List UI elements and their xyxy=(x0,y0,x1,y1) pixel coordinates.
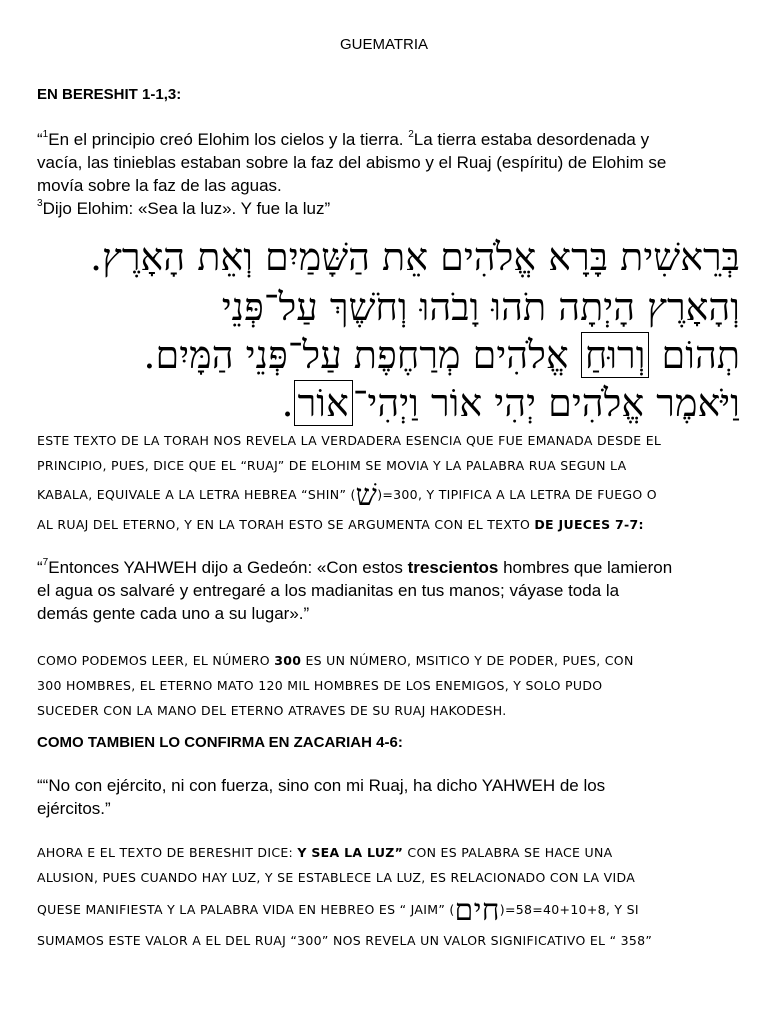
paragraph-line: ESTE TEXTO DE LA TORAH NOS REVELA LA VERDADERA ESENCIA QUE FUE EMANADA DESDE EL xyxy=(37,433,662,448)
paragraph-line-jaim xyxy=(37,890,737,928)
paragraph-line: SUMAMOS ESTE VALOR A EL DEL RUAJ “300” NOS REVELA UN VALOR SIGNIFICATIVO EL “ 358” xyxy=(37,933,653,948)
hebrew-text-line-4-start: וַיֹּאמֶר אֱלֹהִים יְהִי אוֹר וַיְהִי־ xyxy=(352,381,740,425)
jaim-text-end: )=40+10+8=58, Y SI xyxy=(499,902,639,917)
jaim-text-start: QUESE MANIFIESTA Y LA PALABRA VIDA EN HEBREO ES “ JAIM” ( xyxy=(37,902,455,917)
jueces-quote xyxy=(37,556,737,625)
text-start: COMO PODEMOS LEER, EL NÚMERO xyxy=(37,653,275,668)
torah-explanation-paragraph xyxy=(37,428,737,537)
bereshit-quote xyxy=(37,128,737,220)
hebrew-text-line-2: וְהָאָרֶץ הָיְתָה תֹהוּ וָבֹהוּ וְחֹשֶׁךְ עַל־פְּנֵי xyxy=(221,285,740,329)
jueces-quote-line-3: demás gente cada uno a su lugar».” xyxy=(37,604,310,623)
text-end: CON ES PALABRA SE HACE UNA xyxy=(403,845,613,860)
bereshit-quote-line-1 xyxy=(37,128,737,151)
paragraph-line xyxy=(37,840,737,865)
hebrew-text-line-3 xyxy=(30,330,740,380)
text-end: ES UN NÚMERO, MSITICO Y DE PODER, PUES, CON xyxy=(301,653,634,668)
bereshit-quote-line-2: vacía, las tinieblas estaban sobre la faz del abismo y el Ruaj (espíritu) de Elohim se xyxy=(37,153,667,172)
hebrew-boxed-or: אוֹר xyxy=(294,380,353,426)
section-heading-zacariah: COMO TAMBIEN LO CONFIRMA EN ZACARIAH 4-6: xyxy=(37,734,403,751)
hebrew-text-line-3-rest: אֱלֹהִים מְרַחֶפֶת עַל־פְּנֵי הַמָּיִם. xyxy=(143,333,569,377)
paragraph-line: 300 HOMBRES, EL ETERNO MATO 120 MIL HOMBRES DE LOS ENEMIGOS, Y SOLO PUDO xyxy=(37,678,603,693)
jueces-quote-line-2: el agua os salvaré y entregaré a los madianitas en tus manos; váyase toda la xyxy=(37,581,620,600)
verse-number-3: 3 xyxy=(37,198,43,210)
jueces-text-b: hombres que lamieron xyxy=(498,558,673,577)
paragraph-line: PRINCIPIO, PUES, DICE QUE EL “RUAJ” DE ELOHIM SE MOVIA Y LA PALABRA RUA SEGUN LA xyxy=(37,458,627,473)
jueces-quote-line-1 xyxy=(37,556,737,579)
verse-number-1: 1 xyxy=(42,129,49,141)
paragraph-line-jueces xyxy=(37,512,737,537)
document-title: GUEMATRIA xyxy=(339,36,429,53)
verse-text-1: En el principio creó Elohim los cielos y la tierra. xyxy=(48,130,409,149)
hebrew-text-line-4 xyxy=(30,378,740,428)
quote-open-mark: “ xyxy=(37,130,43,149)
bold-sea-la-luz: Y SEA LA LUZ” xyxy=(297,845,404,860)
bereshit-quote-line-3: movía sobre la faz de las aguas. xyxy=(37,176,282,195)
verse-text-3: Dijo Elohim: «Sea la luz». Y fue la luz” xyxy=(42,199,331,218)
paragraph-line-shin xyxy=(37,478,737,512)
jueces-text-a: Entonces YAHWEH dijo a Gedeón: «Con estos xyxy=(48,558,408,577)
jueces-text-start: AL RUAJ DEL ETERNO, Y EN LA TORAH ESTO SE ARGUMENTA CON EL TEXTO xyxy=(37,517,535,532)
hebrew-text-line-1: בְּרֵאשִׁית בָּרָא אֱלֹהִים אֵת הַשָּׁמַיִם וְאֵת הָאָרֶץ. xyxy=(89,235,740,279)
text-start: AHORA E EL TEXTO DE BERESHIT DICE: xyxy=(37,845,298,860)
bereshit-quote-line-4 xyxy=(37,197,737,220)
hebrew-word-jaim: חים xyxy=(454,893,500,928)
verse-number-7: 7 xyxy=(42,557,49,569)
paragraph-line: ALUSION, PUES CUANDO HAY LUZ, Y SE ESTABLECE LA LUZ, ES RELACIONADO CON LA VIDA xyxy=(37,870,636,885)
paragraph-line xyxy=(37,648,737,673)
zacariah-quote-line-2: ejércitos.” xyxy=(37,799,111,818)
bold-trescientos: trescientos xyxy=(407,558,499,577)
shin-text-end: )=300, Y TIPIFICA A LA LETRA DE FUEGO O xyxy=(377,487,657,502)
hebrew-letter-shin: שׁ xyxy=(355,478,378,513)
verse-number-2: 2 xyxy=(408,129,414,141)
hebrew-word-tehom: תְהוֹם xyxy=(661,333,740,377)
luz-paragraph xyxy=(37,840,737,953)
bold-300: 300 xyxy=(274,653,302,668)
paragraph-line: SUCEDER CON LA MANO DEL ETERNO ATRAVES DE SU RUAJ HAKODESH. xyxy=(37,703,507,718)
jueces-reference: DE JUECES 7-7: xyxy=(534,517,644,532)
shin-text-start: KABALA, EQUIVALE A LA LETRA HEBREA “SHIN” ( xyxy=(37,487,356,502)
quote-open-mark: “ xyxy=(37,558,43,577)
zacariah-quote xyxy=(37,774,737,820)
hebrew-boxed-ruaj: וְרוּחַ xyxy=(581,332,650,378)
section-heading-bereshit: EN BERESHIT 1-1,3: xyxy=(37,86,182,103)
number-300-paragraph xyxy=(37,648,737,723)
verse-text-2: La tierra estaba desordenada y xyxy=(413,130,650,149)
zacariah-quote-line-1: ““No con ejército, ni con fuerza, sino con mi Ruaj, ha dicho YAHWEH de los xyxy=(37,776,606,795)
hebrew-period: . xyxy=(281,381,294,425)
